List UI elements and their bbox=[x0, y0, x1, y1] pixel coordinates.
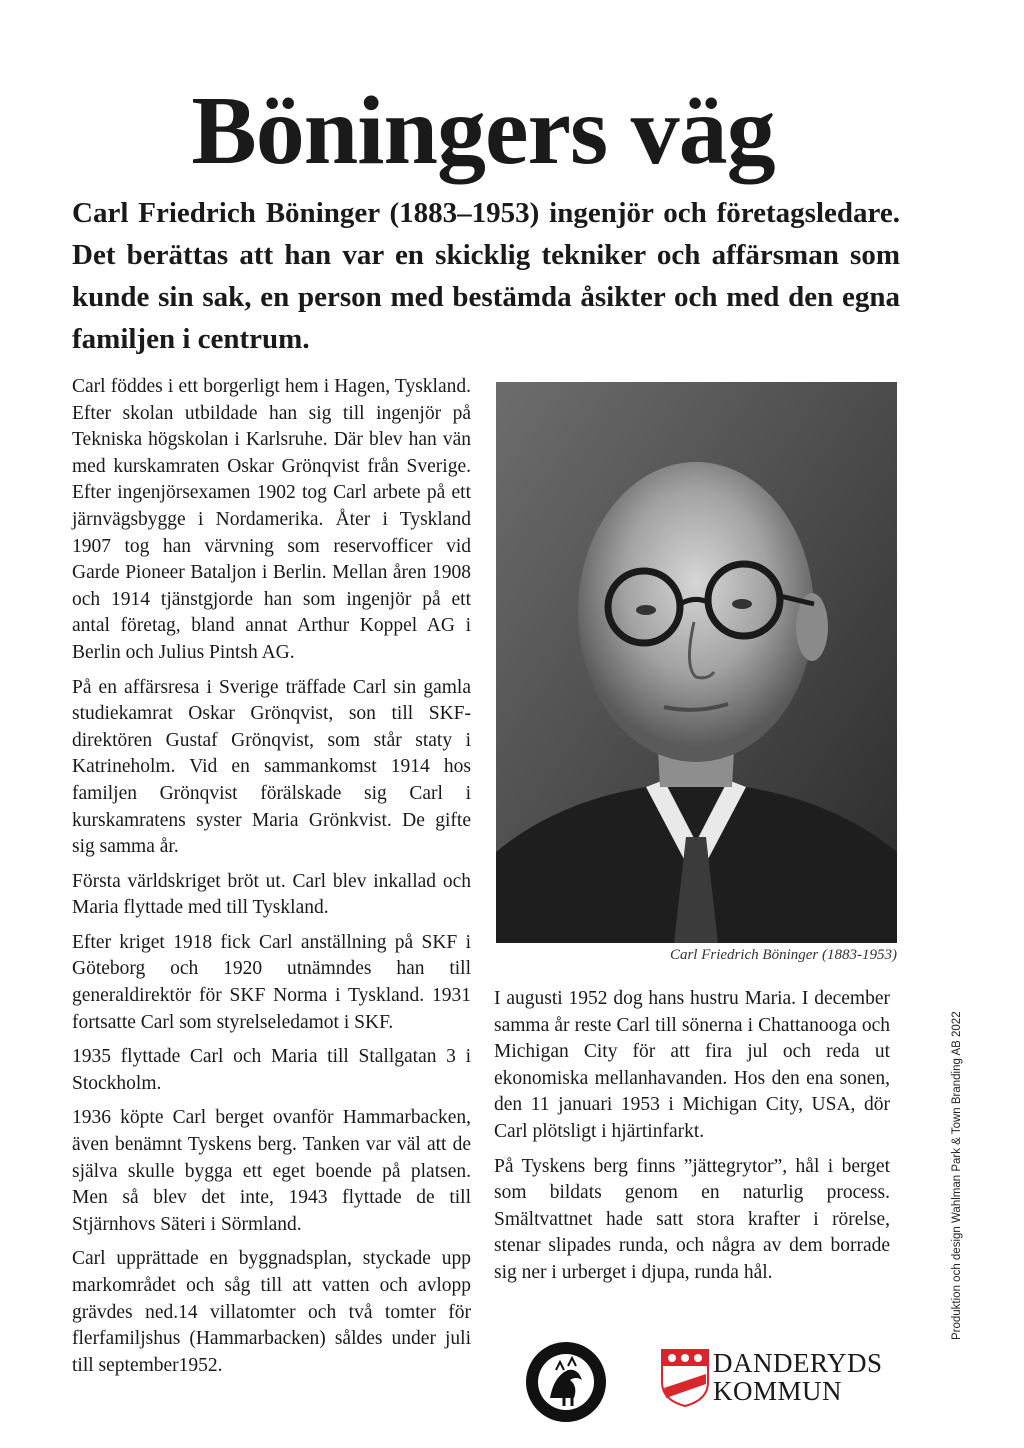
kommun-wordmark bbox=[713, 1349, 913, 1405]
body-paragraph: Efter kriget 1918 fick Carl anställning på SKF i Göteborg och 1920 utnämndes han till generaldirektör för SKF Norma i Tyskland. 1931 fortsatte Carl som styrelseledamot i SKF. bbox=[72, 931, 471, 1033]
photo-caption: Carl Friedrich Böninger (1883-1953) bbox=[669, 947, 897, 963]
body-paragraph: Carl föddes i ett borgerligt hem i Hagen, Tyskland. Efter skolan utbildade han sig till ingenjör på Tekniska högskolan i Karlsruhe. Där blev han vän med kurskamraten Oskar Grönqvist från Sverige. Efter ingenjörsexamen 1902 tog Carl arbete på ett järnvägsbygge i Nordamerika. Åter i Tyskland 1907 tog han värvning som reservofficer vid Garde Pioneer Bataljon i Berlin. Mellan åren 1908 och 1914 tjänstgjorde han som ingenjör på ett antal företag, bland annat Arthur Koppel AG i Berlin och Julius Pintsh AG. bbox=[72, 376, 471, 663]
portrait-photo bbox=[496, 382, 897, 943]
portrait-illustration bbox=[496, 382, 897, 943]
body-paragraph: 1935 flyttade Carl och Maria till Stallgatan 3 i Stockholm. bbox=[72, 1046, 471, 1094]
lead-paragraph: Carl Friedrich Böninger (1883–1953) ingenjör och företagsledare. Det berättas att han var en skicklig tekniker och affärsman som kunde sin sak, en person med bestämda åsikter och med den egna familjen i centrum. bbox=[72, 197, 900, 355]
right-column bbox=[494, 986, 890, 1295]
hembygdsforening-seal-icon bbox=[524, 1340, 608, 1424]
body-paragraph: 1936 köpte Carl berget ovanför Hammarbacken, även benämnt Tyskens berg. Tanken var väl att de själva skulle bygga ett eget boende på platsen. Men så blev det inte, 1943 flyttade de till Stjärnhovs Säteri i Sörmland. bbox=[72, 1107, 471, 1235]
kommun-line2: KOMMUN bbox=[713, 1376, 843, 1406]
production-credit: Produktion och design Wahlman Park & Town Branding AB 2022 bbox=[951, 1011, 963, 1340]
body-paragraph: Första världskriget bröt ut. Carl blev inkallad och Maria flyttade med till Tyskland. bbox=[72, 870, 471, 919]
body-paragraph: På en affärsresa i Sverige träffade Carl sin gamla studiekamrat Oskar Grönqvist, son till SKF- direktören Gustaf Grönqvist, som står staty i Katrineholm. Vid en sammankomst 1914 hos familjen Grönqvist förälskade sig Carl i kurskamratens syster Maria Grönkvist. De gifte sig samma år. bbox=[72, 676, 471, 858]
danderyd-shield-icon bbox=[660, 1348, 710, 1408]
body-paragraph: I augusti 1952 dog hans hustru Maria. I december samma år reste Carl till sönerna i Chattanooga och Michigan City för att fira jul och reda ut ekonomiska mellanhavanden. Hos den ena sonen, den 11 januari 1953 i Michigan City, USA, dör Carl plötsligt i hjärtinfarkt. bbox=[494, 988, 890, 1142]
left-column bbox=[72, 374, 471, 1387]
body-paragraph: På Tyskens berg finns ”jättegrytor”, hål i berget som bildats genom en naturlig process. Smältvattnet hade satt stora krafter i rörelse, stenar slipades runda, och några av dem borrade sig ner i urberget i djupa, runda hål. bbox=[494, 1155, 890, 1283]
page-title: Böningers väg bbox=[191, 77, 775, 185]
kommun-line1: DANDERYDS bbox=[713, 1348, 883, 1378]
body-paragraph: Carl upprättade en byggnadsplan, styckade upp markområdet och såg till att vatten och avlopp grävdes ned.14 villatomter och två tomter för flerfamiljshus (Hammarbacken) såldes under juli till september1952. bbox=[72, 1248, 471, 1376]
